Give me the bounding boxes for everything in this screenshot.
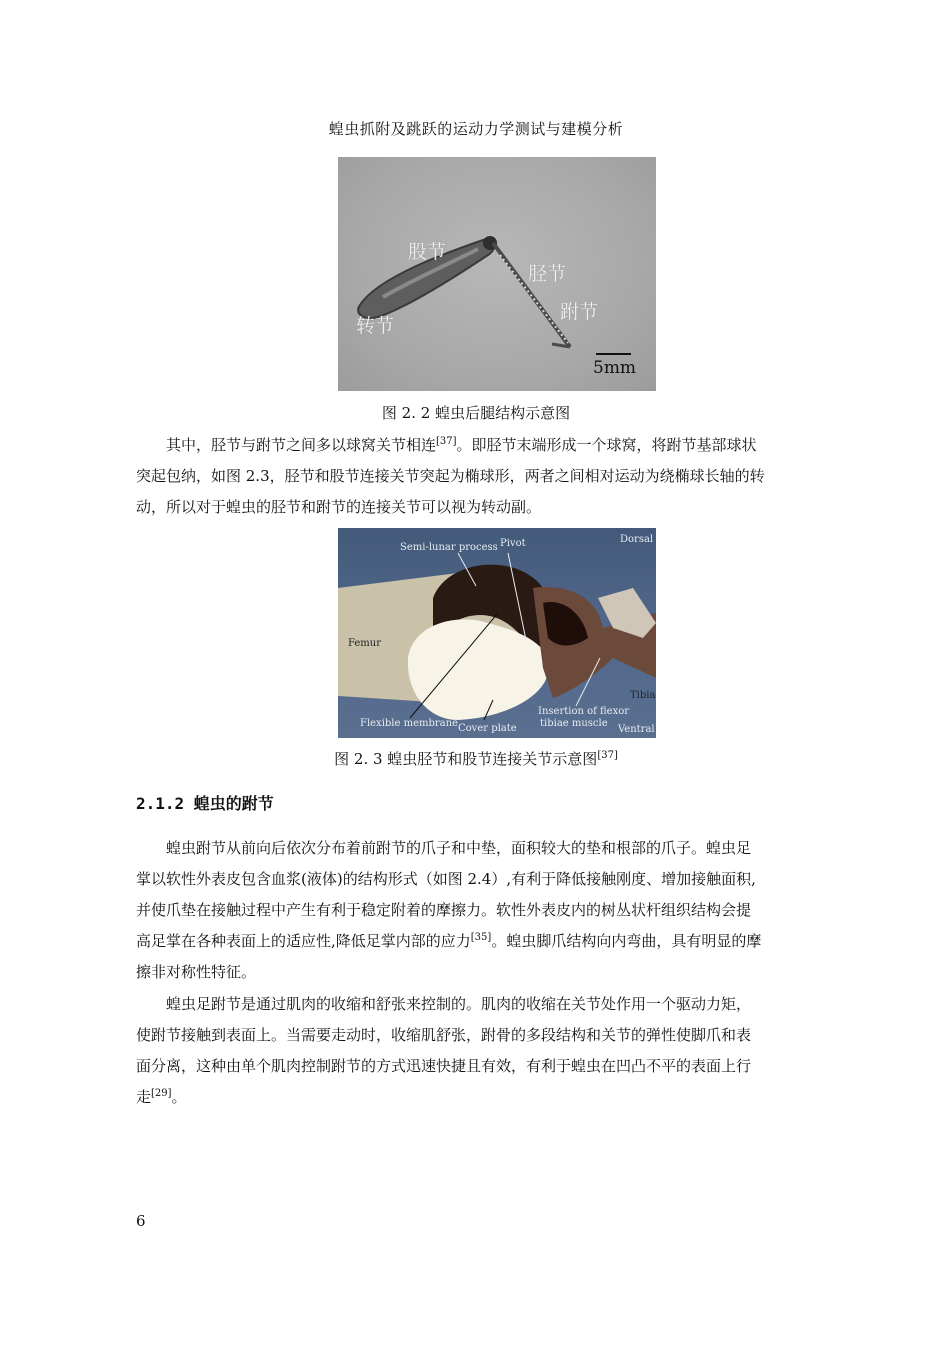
label-tibia: Tibia: [630, 690, 656, 701]
paragraph-joint: [136, 430, 826, 523]
text-line: 走[29]。: [136, 1088, 187, 1106]
text-line: 蝗虫跗节从前向后依次分布着前跗节的爪子和中垫，面积较大的垫和根部的爪子。蝗虫足: [166, 839, 752, 857]
label-pivot: Pivot: [500, 538, 526, 549]
label-tibia: 胫节: [528, 263, 567, 285]
paragraph-muscle: [136, 989, 826, 1113]
label-insertion-2: tibiae muscle: [540, 718, 608, 729]
text-line: 擦非对称性特征。: [136, 963, 257, 981]
scale-label: 5mm: [593, 358, 637, 378]
paragraph-tarsus: [136, 833, 826, 988]
label-femur: 股节: [408, 241, 447, 263]
page-number: 6: [136, 1212, 146, 1230]
text-line: 蝗虫足跗节是通过肌肉的收缩和舒张来控制的。肌肉的收缩在关节处作用一个驱动力矩，: [166, 995, 752, 1013]
text-line: 并使爪垫在接触过程中产生有利于稳定附着的摩擦力。软性外表皮内的树丛状杆组织结构会提: [136, 901, 752, 919]
label-insertion-1: Insertion of flexor: [538, 706, 630, 717]
label-cover: Cover plate: [458, 723, 517, 734]
label-ventral: Ventral: [618, 724, 655, 735]
label-tarsus: 跗节: [560, 301, 599, 323]
figure-hind-leg-photo: [338, 157, 656, 391]
running-header: 蝗虫抓附及跳跃的运动力学测试与建模分析: [328, 120, 624, 138]
hind-leg-drawing: [338, 157, 656, 391]
figure-2-3-caption: 图 2. 3 蝗虫胫节和股节连接关节示意图[37]: [334, 750, 618, 768]
label-semilunar: Semi-lunar process: [400, 542, 498, 553]
section-heading: 2.1.2 蝗虫的跗节: [136, 794, 274, 813]
label-dorsal: Dorsal: [620, 534, 654, 545]
label-flexible: Flexible membrane: [360, 718, 458, 729]
label-femur: Femur: [348, 638, 382, 649]
text-line: 使跗节接触到表面上。当需要走动时，收缩肌舒张，跗骨的多段结构和关节的弹性使脚爪和表: [136, 1026, 752, 1044]
text-line: 掌以软性外表皮包含血浆(液体)的结构形式（如图 2.4）,有利于降低接触刚度、增加接触面积,: [136, 870, 756, 888]
text-line: 突起包纳，如图 2.3，胫节和股节连接关节突起为椭球形，两者之间相对运动为绕椭球长轴的转: [136, 467, 765, 485]
text-line: 动，所以对于蝗虫的胫节和跗节的连接关节可以视为转动副。: [136, 498, 542, 516]
label-trochanter: 转节: [356, 315, 395, 337]
text-line: 高足掌在各种表面上的适应性,降低足掌内部的应力[35]。蝗虫脚爪结构向内弯曲，具有明显的摩: [136, 932, 762, 950]
figure-2-2-caption: 图 2. 2 蝗虫后腿结构示意图: [381, 404, 571, 422]
text-line: 其中，胫节与跗节之间多以球窝关节相连[37]。即胫节末端形成一个球窝，将跗节基部球状: [166, 436, 757, 454]
figure-joint-photo: [338, 528, 656, 738]
text-line: 面分离，这种由单个肌肉控制跗节的方式迅速快捷且有效，有利于蝗虫在凹凸不平的表面上行: [136, 1057, 752, 1075]
